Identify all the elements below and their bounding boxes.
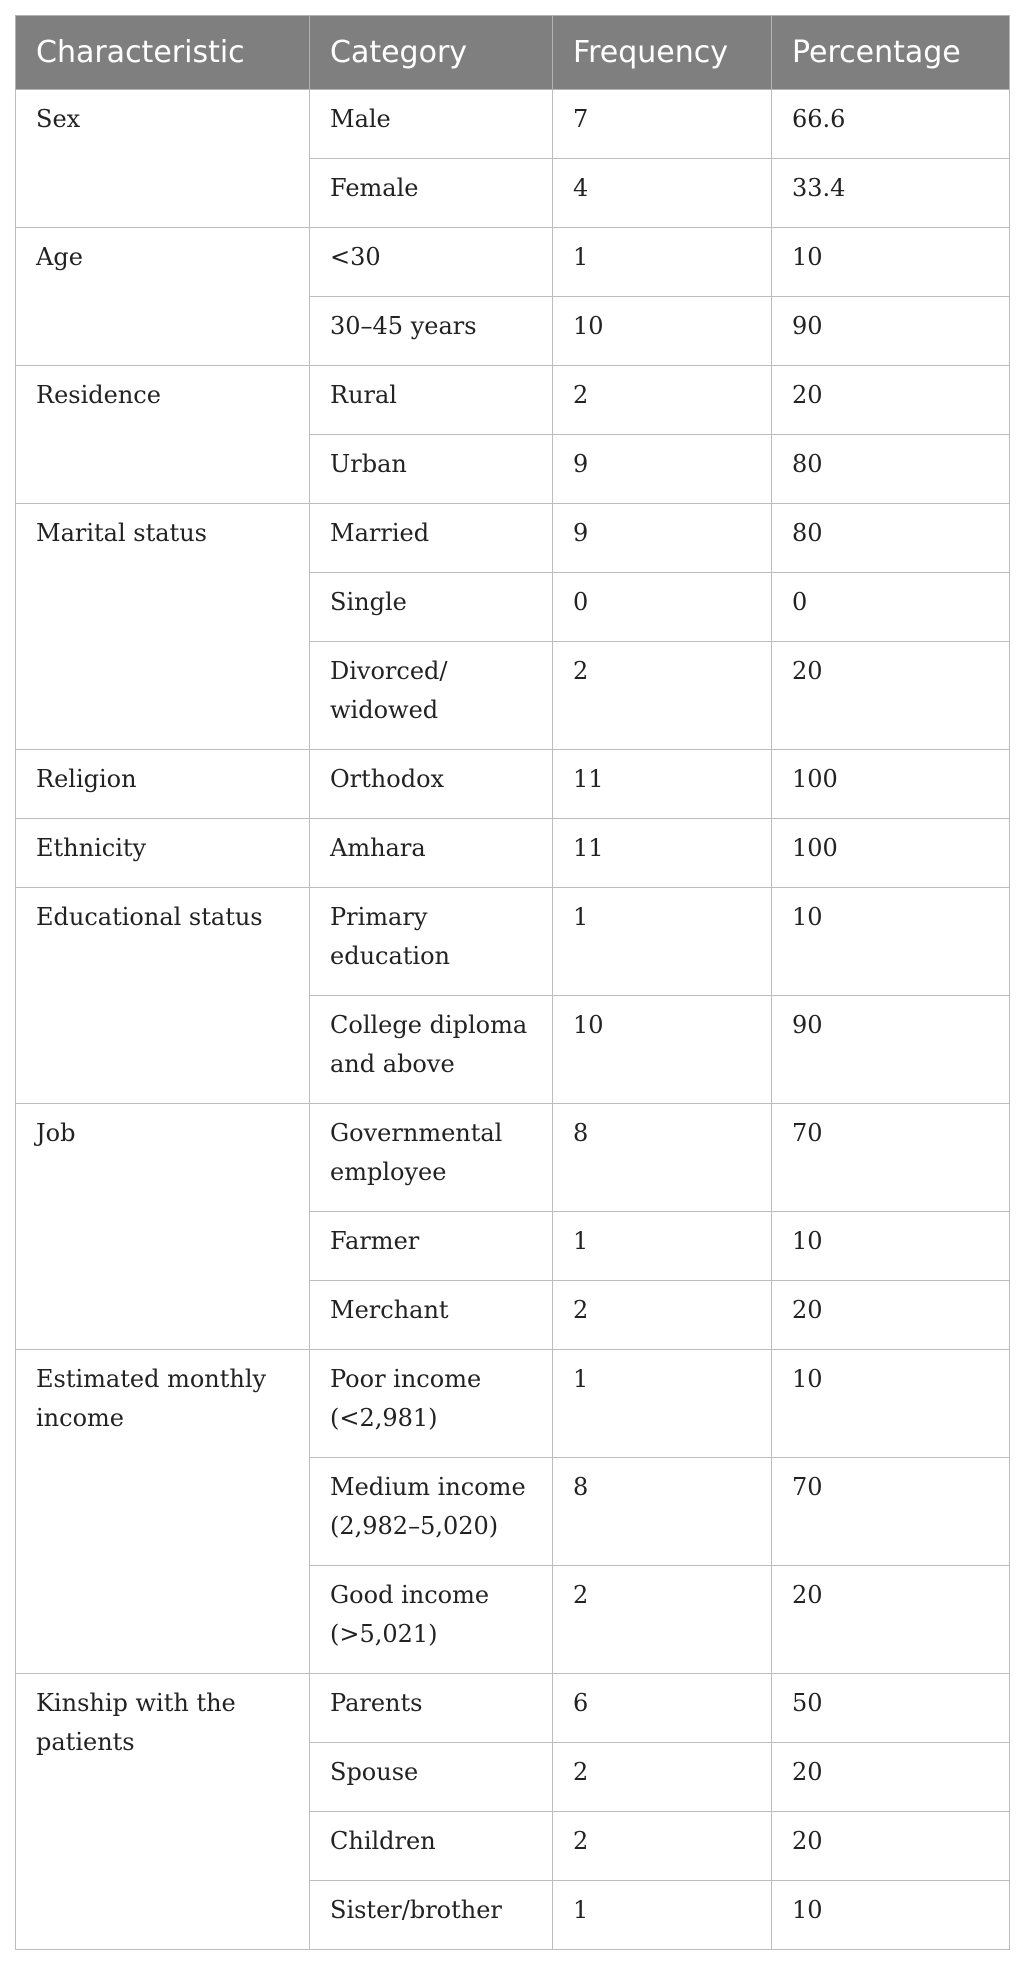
frequency-cell: 0 (553, 573, 772, 642)
percentage-cell: 10 (772, 1350, 1010, 1458)
percentage-cell: 70 (772, 1104, 1010, 1212)
category-cell: Sister/brother (310, 1881, 553, 1950)
table-row (16, 1674, 1010, 1743)
frequency-cell: 1 (553, 1350, 772, 1458)
category-cell: Rural (310, 366, 553, 435)
characteristic-cell: Marital status (16, 504, 310, 750)
table-header (16, 16, 1010, 90)
frequency-cell: 1 (553, 228, 772, 297)
category-cell: Parents (310, 1674, 553, 1743)
percentage-cell: 20 (772, 1743, 1010, 1812)
characteristic-cell: Kinship with the patients (16, 1674, 310, 1950)
category-cell: Orthodox (310, 750, 553, 819)
frequency-cell: 2 (553, 1566, 772, 1674)
category-cell: Spouse (310, 1743, 553, 1812)
frequency-cell: 1 (553, 888, 772, 996)
category-cell: Children (310, 1812, 553, 1881)
category-cell: Male (310, 90, 553, 159)
frequency-cell: 9 (553, 435, 772, 504)
frequency-cell: 6 (553, 1674, 772, 1743)
frequency-cell: 8 (553, 1104, 772, 1212)
table-row (16, 366, 1010, 435)
characteristic-cell: Estimated monthly income (16, 1350, 310, 1674)
frequency-cell: 10 (553, 297, 772, 366)
percentage-cell: 10 (772, 1212, 1010, 1281)
demographics-table (15, 15, 1010, 1950)
demographics-table-container (15, 15, 1009, 1950)
table-body (16, 90, 1010, 1950)
percentage-cell: 20 (772, 642, 1010, 750)
category-cell: Single (310, 573, 553, 642)
category-cell: Married (310, 504, 553, 573)
header-category: Category (310, 16, 553, 90)
characteristic-cell: Ethnicity (16, 819, 310, 888)
frequency-cell: 1 (553, 1212, 772, 1281)
percentage-cell: 20 (772, 1281, 1010, 1350)
percentage-cell: 20 (772, 1566, 1010, 1674)
header-percentage: Percentage (772, 16, 1010, 90)
frequency-cell: 8 (553, 1458, 772, 1566)
category-cell: Good income (>5,021) (310, 1566, 553, 1674)
frequency-cell: 4 (553, 159, 772, 228)
percentage-cell: 80 (772, 435, 1010, 504)
frequency-cell: 7 (553, 90, 772, 159)
characteristic-cell: Age (16, 228, 310, 366)
characteristic-cell: Residence (16, 366, 310, 504)
percentage-cell: 80 (772, 504, 1010, 573)
percentage-cell: 33.4 (772, 159, 1010, 228)
table-row (16, 90, 1010, 159)
category-cell: Farmer (310, 1212, 553, 1281)
percentage-cell: 0 (772, 573, 1010, 642)
category-cell: 30–45 years (310, 297, 553, 366)
percentage-cell: 10 (772, 228, 1010, 297)
characteristic-cell: Educational status (16, 888, 310, 1104)
category-cell: Amhara (310, 819, 553, 888)
frequency-cell: 1 (553, 1881, 772, 1950)
percentage-cell: 10 (772, 888, 1010, 996)
percentage-cell: 20 (772, 366, 1010, 435)
frequency-cell: 9 (553, 504, 772, 573)
characteristic-cell: Job (16, 1104, 310, 1350)
header-frequency: Frequency (553, 16, 772, 90)
category-cell: <30 (310, 228, 553, 297)
percentage-cell: 70 (772, 1458, 1010, 1566)
percentage-cell: 90 (772, 297, 1010, 366)
table-row (16, 750, 1010, 819)
characteristic-cell: Sex (16, 90, 310, 228)
category-cell: Medium income (2,982–5,020) (310, 1458, 553, 1566)
frequency-cell: 2 (553, 1812, 772, 1881)
percentage-cell: 90 (772, 996, 1010, 1104)
frequency-cell: 2 (553, 366, 772, 435)
percentage-cell: 10 (772, 1881, 1010, 1950)
frequency-cell: 2 (553, 1281, 772, 1350)
frequency-cell: 11 (553, 750, 772, 819)
category-cell: Merchant (310, 1281, 553, 1350)
percentage-cell: 100 (772, 819, 1010, 888)
frequency-cell: 10 (553, 996, 772, 1104)
percentage-cell: 20 (772, 1812, 1010, 1881)
table-row (16, 888, 1010, 996)
percentage-cell: 66.6 (772, 90, 1010, 159)
table-row (16, 504, 1010, 573)
table-row (16, 819, 1010, 888)
percentage-cell: 50 (772, 1674, 1010, 1743)
table-row (16, 1104, 1010, 1212)
table-row (16, 228, 1010, 297)
header-row (16, 16, 1010, 90)
percentage-cell: 100 (772, 750, 1010, 819)
category-cell: Poor income (<2,981) (310, 1350, 553, 1458)
category-cell: College diploma and above (310, 996, 553, 1104)
category-cell: Female (310, 159, 553, 228)
category-cell: Divorced/ widowed (310, 642, 553, 750)
category-cell: Governmental employee (310, 1104, 553, 1212)
frequency-cell: 2 (553, 642, 772, 750)
table-row (16, 1350, 1010, 1458)
frequency-cell: 11 (553, 819, 772, 888)
frequency-cell: 2 (553, 1743, 772, 1812)
characteristic-cell: Religion (16, 750, 310, 819)
category-cell: Primary education (310, 888, 553, 996)
category-cell: Urban (310, 435, 553, 504)
header-characteristic: Characteristic (16, 16, 310, 90)
